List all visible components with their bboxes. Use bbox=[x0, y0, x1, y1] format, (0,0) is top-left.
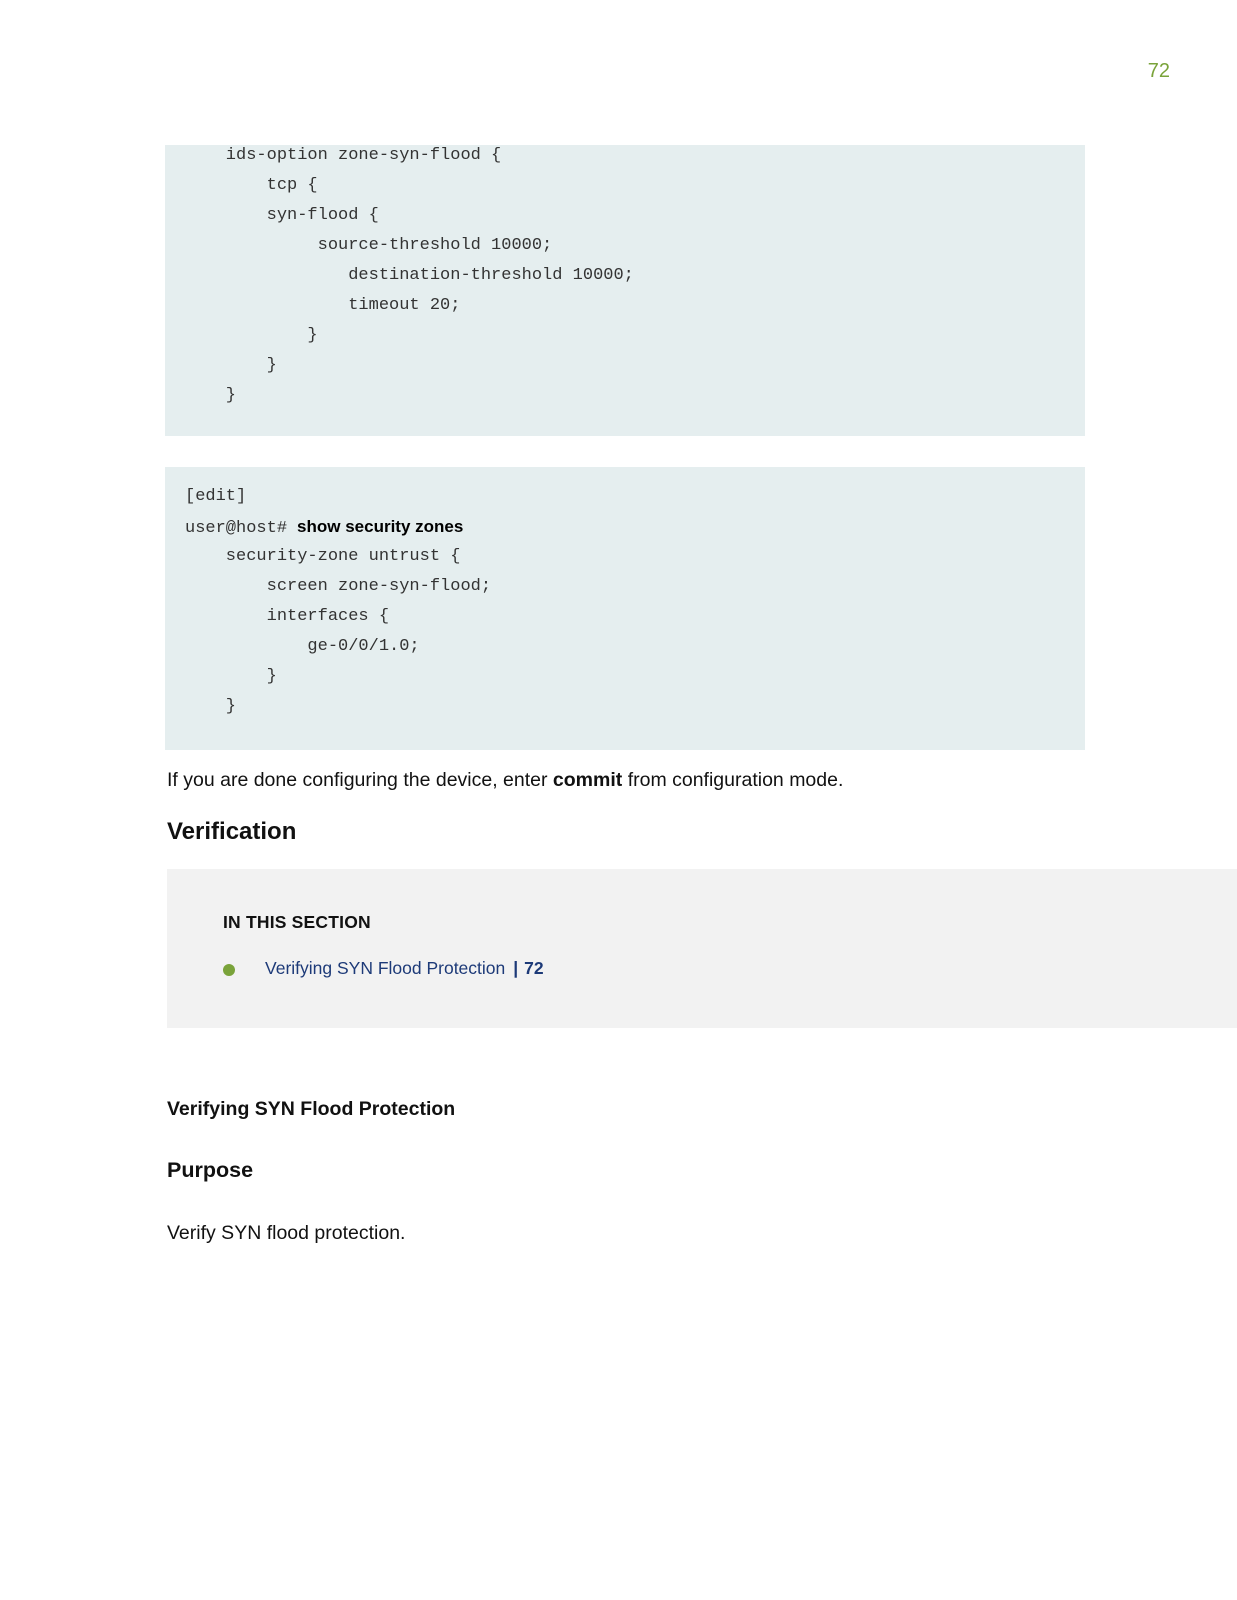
bullet-icon bbox=[223, 964, 235, 976]
cli-command: show security zones bbox=[297, 517, 464, 536]
code-line: security-zone untrust { bbox=[185, 547, 461, 566]
commit-text-after: from configuration mode. bbox=[622, 769, 844, 791]
in-this-section-box bbox=[167, 869, 1237, 1028]
cli-prompt: user@host# bbox=[185, 519, 288, 538]
code-block-show-security-zones bbox=[165, 467, 1085, 750]
verification-heading: Verification bbox=[167, 818, 297, 845]
code-line: destination-threshold 10000; bbox=[185, 266, 634, 285]
commit-text-before: If you are done configuring the device, enter bbox=[167, 769, 553, 791]
code-line: } bbox=[185, 386, 237, 405]
code-prompt-line bbox=[185, 516, 463, 538]
code-block-ids-option bbox=[165, 145, 1085, 436]
code-line: ge-0/0/1.0; bbox=[185, 637, 420, 656]
in-this-section-title: IN THIS SECTION bbox=[223, 912, 371, 932]
code-line: } bbox=[185, 326, 318, 345]
code-line: interfaces { bbox=[185, 607, 390, 626]
code-line: source-threshold 10000; bbox=[185, 236, 553, 255]
code-line: } bbox=[185, 697, 237, 716]
section-link-page: 72 bbox=[524, 958, 544, 978]
section-link-label: Verifying SYN Flood Protection bbox=[265, 958, 506, 978]
page-number: 72 bbox=[1147, 60, 1170, 82]
commit-keyword: commit bbox=[552, 769, 623, 791]
code-line: screen zone-syn-flood; bbox=[185, 577, 492, 596]
code-line: timeout 20; bbox=[185, 296, 461, 315]
purpose-heading: Purpose bbox=[167, 1158, 254, 1182]
code-line: } bbox=[185, 667, 277, 686]
code-line: tcp { bbox=[185, 176, 318, 195]
section-link-separator: | bbox=[513, 958, 519, 978]
section-link-verifying-syn-flood[interactable] bbox=[265, 958, 544, 979]
code-edit-line: [edit] bbox=[185, 487, 247, 506]
purpose-text: Verify SYN flood protection. bbox=[167, 1222, 406, 1244]
code-line: } bbox=[185, 356, 277, 375]
subsection-heading: Verifying SYN Flood Protection bbox=[167, 1098, 456, 1120]
code-line: syn-flood { bbox=[185, 206, 379, 225]
code-line: ids-option zone-syn-flood { bbox=[185, 146, 502, 165]
commit-paragraph bbox=[167, 767, 843, 793]
